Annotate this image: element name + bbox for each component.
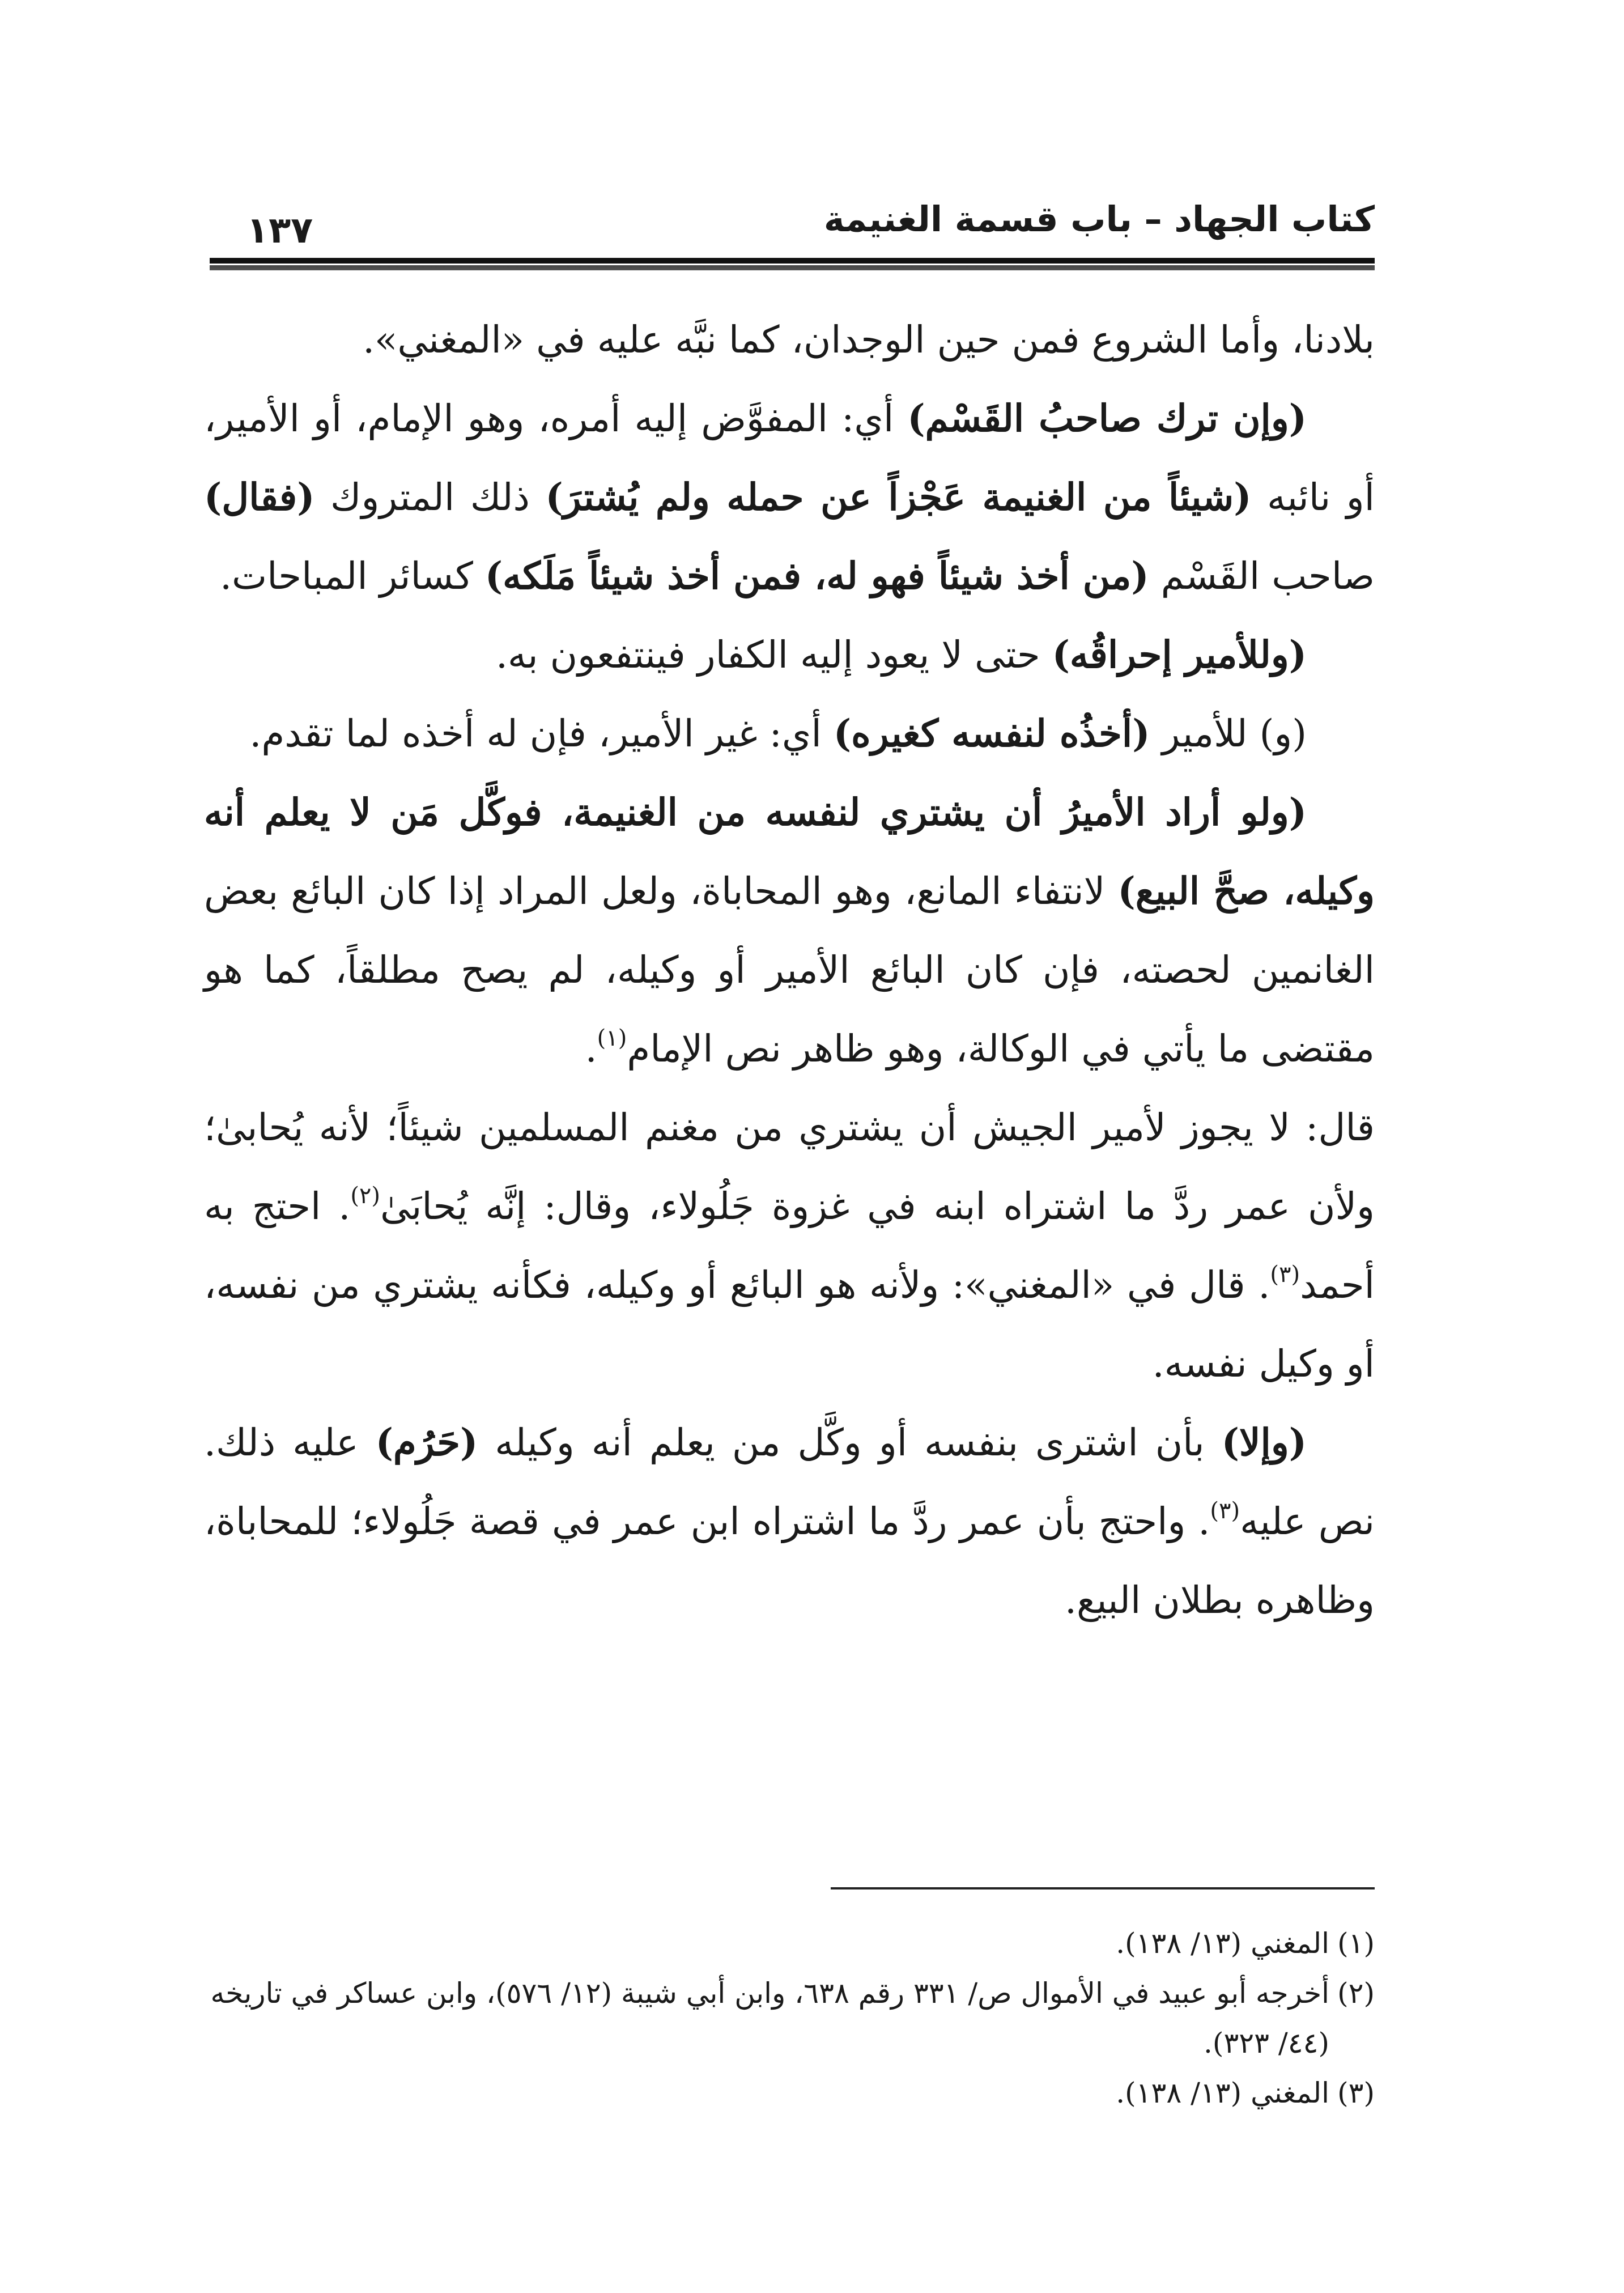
text-run: ذلك المتروك [314,475,546,519]
text-run: قال: لا يجوز لأمير الجيش أن يشتري من مغنم المسلمين شيئاً؛ لأنه يُحابىٰ؛ ولأن عمر ردَّ ما اشتراه ابنه في غزوة جَلُولاء، وقال: إنَّه يُحابَىٰ [204,1106,1375,1228]
matn-bold: (أخذُه لنفسه كغيره) [833,711,1150,755]
footnote-ref: (١) [597,1025,627,1051]
matn-bold: (وللأمير إحراقُه) [1052,632,1307,677]
footnote-text: المغني (١٣/ ١٣٨). [1116,1927,1329,1960]
footnote-ref: (٣) [1270,1262,1300,1288]
paragraph-6 [204,1088,1375,1403]
footnote [204,2068,1375,2118]
text-run: . احتج به أحمد [204,1184,1375,1307]
text-run: لانتفاء المانع، وهو المحاباة، ولعل المراد إذا كان البائع بعض الغانمين لحصته، فإن كان البائع الأمير أو وكيله، لم يصح مطلقاً، كما هو مقتضى ما يأتي في الوكالة، وهو ظاهر نص الإمام [204,869,1375,1071]
paragraph-1 [204,300,1375,379]
paragraph-5 [204,773,1375,1088]
footnote [204,1918,1375,1968]
header-rule [210,258,1375,270]
page-header [207,187,1375,252]
text-run: بلادنا، وأما الشروع فمن حين الوجدان، كما نبَّه عليه في «المغني». [363,318,1375,362]
paragraph-7 [204,1403,1375,1640]
paragraph-2 [204,379,1375,615]
footnote-separator [831,1887,1375,1889]
text-run: . واحتج بأن عمر ردَّ ما اشتراه ابن عمر في قصة جَلُولاء؛ للمحاباة، وظاهره بطلان البيع. [204,1500,1375,1622]
text-run: (و) للأمير [1150,712,1307,755]
matn-bold: (وإن ترك صاحبُ القَسْم) [907,396,1307,440]
footnote-ref: (٣) [1210,1498,1240,1524]
footnote [204,1968,1375,2068]
footnote-text: أخرجه أبو عبيد في الأموال ص/ ٣٣١ رقم ٦٣٨، وابن أبي شيبة (١٢/ ٥٧٦)، وابن عساكر في تاريخه (٤٤/ ٣٢٣). [210,1977,1329,2060]
footnote-number: (٢) [1337,1977,1375,2010]
text-run: كسائر المباحات. [220,554,485,598]
text-run: بأن اشترى بنفسه أو وكَّل من يعلم أنه وكيله [478,1421,1222,1464]
matn-bold: (فقال) [204,475,315,519]
matn-bold: (حَرُم) [375,1420,478,1464]
footnotes [204,1918,1375,2118]
matn-bold: (ولو أراد الأميرُ أن يشتري لنفسه من الغنيمة، فوكَّل مَن لا يعلم أنه وكيله، صحَّ البيع) [204,790,1375,913]
footnote-ref: (٢) [350,1183,381,1209]
running-head: كتاب الجهاد – باب قسمة الغنيمة [823,198,1375,240]
matn-bold: (وإلا) [1221,1420,1307,1464]
text-run: صاحب القَسْم [1149,554,1375,598]
text-run: حتى لا يعود إليه الكفار فينتفعون به. [495,633,1052,677]
paragraph-3 [204,615,1375,694]
paragraph-4 [204,694,1375,773]
footnote-number: (١) [1337,1927,1375,1960]
text-run: . [585,1027,597,1071]
matn-bold: (من أخذ شيئاً فهو له، فمن أخذ شيئاً مَلَكه) [484,554,1149,598]
text-run: أي: غير الأمير، فإن له أخذه لما تقدم. [249,712,834,755]
main-text [204,300,1375,1640]
text-run: . قال في «المغني»: ولأنه هو البائع أو وكيله، فكأنه يشتري من نفسه، أو وكيل نفسه. [204,1263,1375,1386]
text-run: عليه ذلك. نص عليه [204,1421,1375,1543]
footnote-number: (٣) [1337,2077,1375,2109]
page-number: ١٣٧ [246,210,313,252]
text-run: أي: المفوَّض إليه أمره، وهو الإمام، أو الأمير، أو نائبه [204,397,1375,519]
footnote-text: المغني (١٣/ ١٣٨). [1116,2077,1329,2109]
matn-bold: (شيئاً من الغنيمة عَجْزاً عن حمله ولم يُشترَ) [545,475,1252,519]
